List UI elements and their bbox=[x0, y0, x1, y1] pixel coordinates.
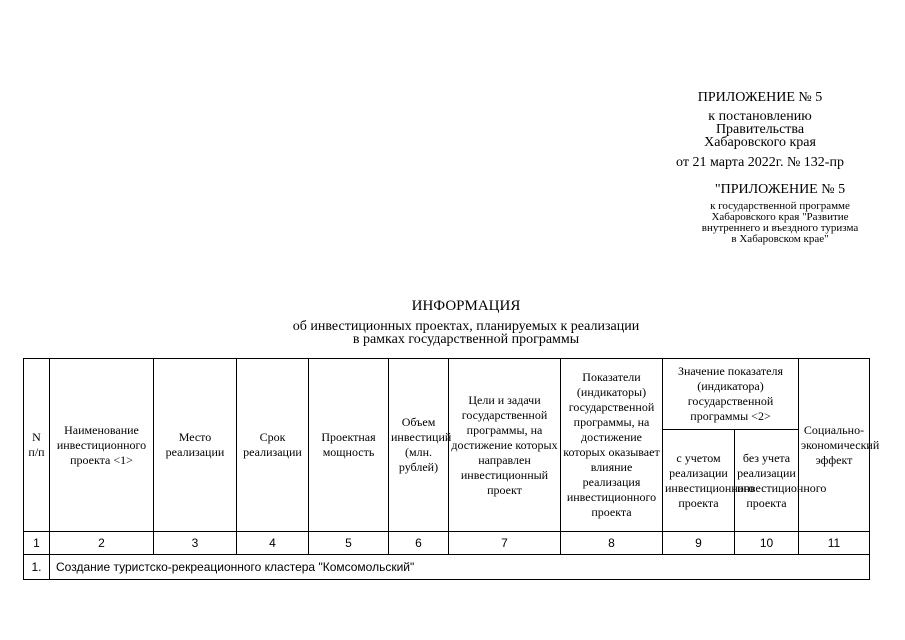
document-title: ИНФОРМАЦИЯ bbox=[411, 298, 521, 314]
document-heading bbox=[266, 298, 666, 346]
header-cell-without-project: без учета реализации инвестиционного проекта bbox=[735, 430, 799, 532]
investment-projects-table bbox=[23, 358, 880, 580]
header-cell-num: N п/п bbox=[24, 359, 50, 532]
header-cell-effect: Социально-экономический эффект bbox=[799, 359, 870, 532]
header-cell-term: Срок реализации bbox=[237, 359, 309, 532]
program-appendix-line: к государственной программе bbox=[710, 200, 850, 212]
column-number: 3 bbox=[154, 532, 237, 555]
program-appendix-line: внутреннего и въездного туризма bbox=[701, 222, 859, 234]
appendix-date: от 21 марта 2022г. № 132-пр bbox=[676, 155, 844, 170]
header-cell-value: Значение показателя (индикатора) государственной программы <2> bbox=[663, 359, 799, 430]
table-row bbox=[24, 555, 870, 580]
program-appendix-line: Хабаровского края "Развитие bbox=[711, 211, 849, 223]
column-number: 9 bbox=[663, 532, 735, 555]
appendix-line: Правительства bbox=[715, 122, 805, 137]
appendix-line: к постановлению bbox=[708, 109, 812, 124]
program-appendix-block bbox=[680, 182, 880, 245]
program-appendix-line: в Хабаровском крае" bbox=[731, 233, 829, 245]
column-number: 10 bbox=[735, 532, 799, 555]
column-number: 4 bbox=[237, 532, 309, 555]
table-header-row bbox=[24, 359, 870, 430]
row-project-title: Создание туристско-рекреационного кластера "Комсомольский" bbox=[50, 555, 870, 580]
header-cell-indicators: Показатели (индикаторы) государственной программы, на достижение которых оказывает влияние реализация инвестиционного проекта bbox=[561, 359, 663, 532]
column-number: 2 bbox=[50, 532, 154, 555]
row-number: 1. bbox=[24, 555, 50, 580]
header-cell-place: Место реализации bbox=[154, 359, 237, 532]
column-numbers-row bbox=[24, 532, 870, 555]
header-cell-goals: Цели и задачи государственной программы, на достижение которых направлен инвестиционный проект bbox=[449, 359, 561, 532]
header-cell-with-project: с учетом реализации инвестиционного проекта bbox=[663, 430, 735, 532]
column-number: 1 bbox=[24, 532, 50, 555]
column-number: 8 bbox=[561, 532, 663, 555]
column-number: 7 bbox=[449, 532, 561, 555]
program-appendix-title: "ПРИЛОЖЕНИЕ № 5 bbox=[714, 182, 846, 197]
document-subtitle: в рамках государственной программы bbox=[352, 332, 580, 347]
column-number: 5 bbox=[309, 532, 389, 555]
appendix-title: ПРИЛОЖЕНИЕ № 5 bbox=[697, 90, 823, 105]
appendix-block bbox=[660, 90, 860, 171]
column-number: 6 bbox=[389, 532, 449, 555]
header-cell-name: Наименование инвестиционного проекта <1> bbox=[50, 359, 154, 532]
header-cell-capacity: Проектная мощность bbox=[309, 359, 389, 532]
document-subtitle: об инвестиционных проектах, планируемых к реализации bbox=[292, 319, 640, 334]
column-number: 11 bbox=[799, 532, 870, 555]
header-cell-volume: Объем инвестиций (млн. рублей) bbox=[389, 359, 449, 532]
appendix-line: Хабаровского края bbox=[704, 135, 816, 150]
